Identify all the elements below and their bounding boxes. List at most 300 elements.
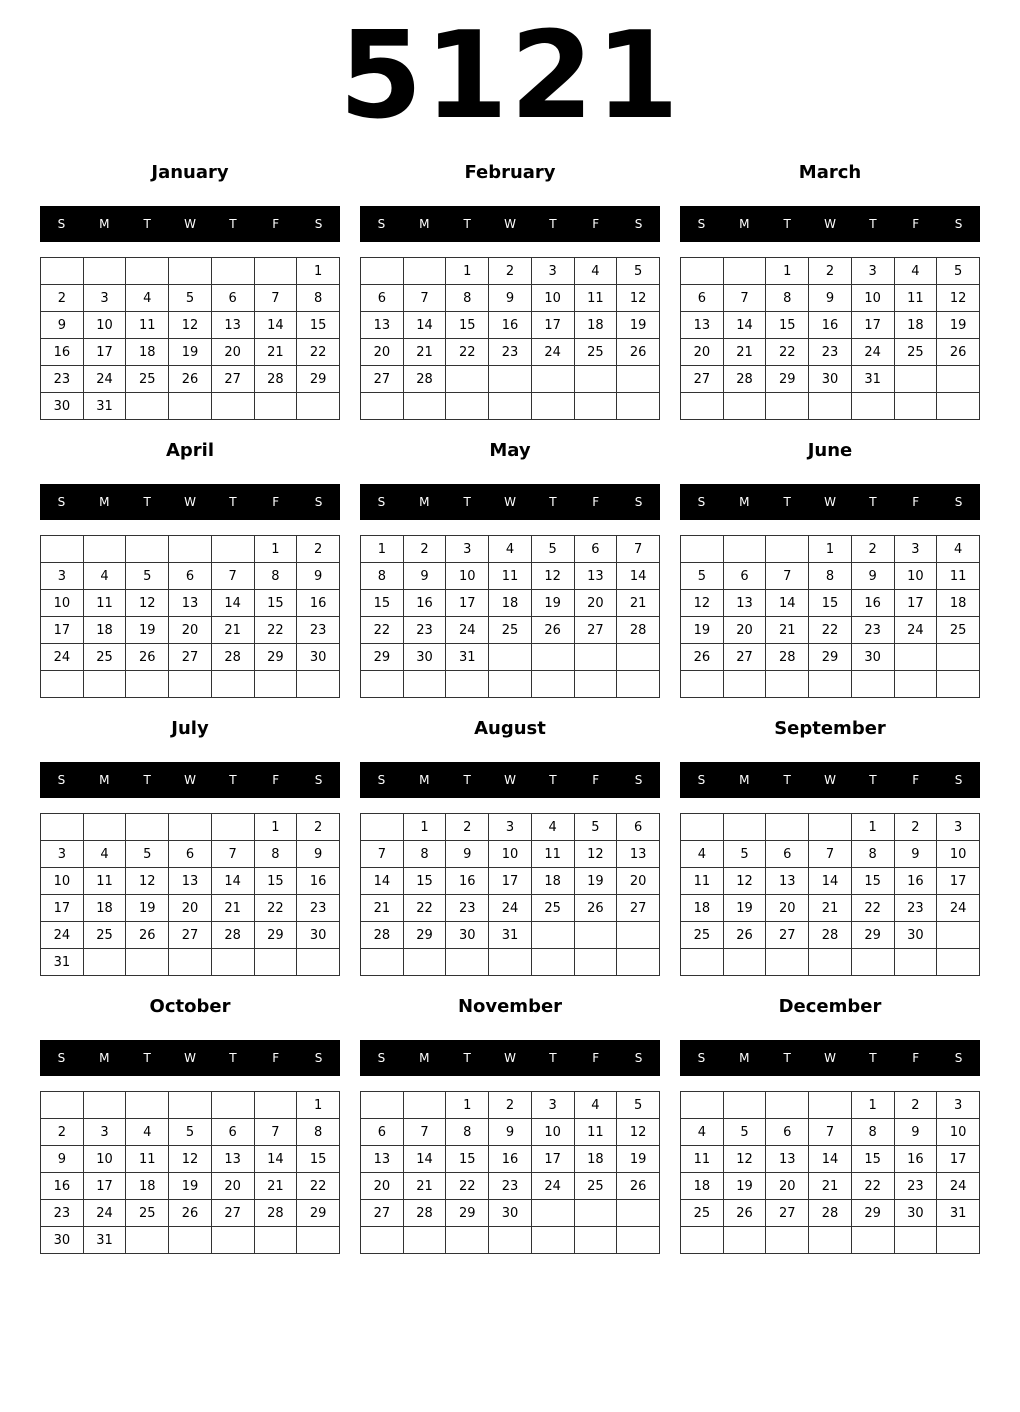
day-cell: 15 — [361, 590, 404, 617]
weekday-label: S — [377, 217, 386, 231]
empty-day-cell — [617, 1200, 660, 1227]
day-cell: 3 — [531, 258, 574, 285]
day-cell: 15 — [297, 1146, 340, 1173]
empty-day-cell — [531, 366, 574, 393]
empty-day-cell — [766, 536, 809, 563]
day-cell: 23 — [446, 895, 489, 922]
day-cell: 15 — [766, 312, 809, 339]
day-cell: 24 — [851, 339, 894, 366]
month-title: May — [489, 440, 531, 461]
empty-day-cell — [574, 922, 617, 949]
day-cell: 17 — [83, 1173, 126, 1200]
day-cell: 25 — [126, 1200, 169, 1227]
empty-day-cell — [574, 644, 617, 671]
weekday-label: M — [99, 1051, 110, 1065]
day-cell: 1 — [809, 536, 852, 563]
weekday-header — [40, 762, 340, 798]
week-row — [41, 841, 340, 868]
day-cell: 23 — [851, 617, 894, 644]
weekday-label: W — [504, 495, 516, 509]
empty-day-cell — [723, 393, 766, 420]
weekday-label: S — [57, 1051, 66, 1065]
day-cell: 22 — [254, 617, 297, 644]
day-cell: 18 — [126, 339, 169, 366]
day-cell: 7 — [723, 285, 766, 312]
week-row — [361, 1200, 660, 1227]
empty-day-cell — [211, 258, 254, 285]
day-grid — [40, 535, 340, 698]
weekday-label: M — [99, 773, 110, 787]
day-cell: 24 — [531, 1173, 574, 1200]
day-cell: 29 — [361, 644, 404, 671]
weekday-label: F — [592, 217, 600, 231]
weekday-label: W — [824, 773, 836, 787]
day-cell: 30 — [41, 1227, 84, 1254]
day-cell: 20 — [361, 339, 404, 366]
day-cell: 22 — [766, 339, 809, 366]
day-cell: 31 — [937, 1200, 980, 1227]
day-cell: 8 — [297, 285, 340, 312]
day-cell: 12 — [723, 1146, 766, 1173]
day-cell: 2 — [894, 814, 937, 841]
day-cell: 21 — [254, 339, 297, 366]
empty-day-cell — [681, 536, 724, 563]
day-cell: 8 — [446, 1119, 489, 1146]
day-cell: 16 — [809, 312, 852, 339]
weekday-label: S — [954, 1051, 963, 1065]
day-cell: 11 — [83, 868, 126, 895]
week-row — [41, 258, 340, 285]
weekday-header — [680, 484, 980, 520]
day-cell: 19 — [681, 617, 724, 644]
day-cell: 20 — [617, 868, 660, 895]
empty-day-cell — [809, 1092, 852, 1119]
month-title: June — [807, 440, 853, 461]
day-cell: 15 — [809, 590, 852, 617]
week-row — [41, 895, 340, 922]
weekday-label: W — [184, 217, 196, 231]
week-row — [361, 339, 660, 366]
weekday-label: T — [463, 217, 471, 231]
day-cell: 2 — [851, 536, 894, 563]
weekday-label: F — [272, 217, 280, 231]
day-cell: 17 — [489, 868, 532, 895]
week-row — [681, 671, 980, 698]
day-cell: 9 — [489, 1119, 532, 1146]
empty-day-cell — [361, 949, 404, 976]
weekday-label: S — [377, 1051, 386, 1065]
weekday-label: W — [824, 495, 836, 509]
day-cell: 21 — [723, 339, 766, 366]
day-cell: 3 — [894, 536, 937, 563]
empty-day-cell — [41, 258, 84, 285]
week-row — [41, 536, 340, 563]
day-cell: 4 — [531, 814, 574, 841]
empty-day-cell — [723, 536, 766, 563]
day-cell: 22 — [851, 895, 894, 922]
day-cell: 9 — [403, 563, 446, 590]
weekday-label: S — [954, 217, 963, 231]
day-cell: 2 — [894, 1092, 937, 1119]
day-cell: 8 — [254, 841, 297, 868]
day-cell: 2 — [41, 285, 84, 312]
day-cell: 31 — [41, 949, 84, 976]
empty-day-cell — [937, 393, 980, 420]
week-row — [681, 841, 980, 868]
day-cell: 18 — [681, 1173, 724, 1200]
day-cell: 20 — [574, 590, 617, 617]
day-cell: 17 — [531, 1146, 574, 1173]
empty-day-cell — [809, 814, 852, 841]
day-cell: 2 — [489, 258, 532, 285]
empty-day-cell — [489, 949, 532, 976]
empty-day-cell — [83, 1092, 126, 1119]
week-row — [681, 617, 980, 644]
day-cell: 28 — [254, 366, 297, 393]
empty-day-cell — [211, 814, 254, 841]
weekday-label: W — [184, 1051, 196, 1065]
day-cell: 13 — [211, 312, 254, 339]
day-cell: 29 — [809, 644, 852, 671]
day-cell: 17 — [446, 590, 489, 617]
empty-day-cell — [574, 366, 617, 393]
day-cell: 14 — [723, 312, 766, 339]
day-cell: 3 — [937, 1092, 980, 1119]
weekday-header — [360, 206, 660, 242]
day-cell: 20 — [211, 339, 254, 366]
day-cell: 7 — [617, 536, 660, 563]
day-cell: 9 — [851, 563, 894, 590]
day-cell: 8 — [851, 1119, 894, 1146]
day-cell: 15 — [254, 868, 297, 895]
day-cell: 11 — [681, 1146, 724, 1173]
week-row — [681, 339, 980, 366]
day-cell: 29 — [766, 366, 809, 393]
week-row — [681, 1092, 980, 1119]
day-cell: 7 — [809, 841, 852, 868]
month-title: December — [778, 996, 882, 1017]
empty-day-cell — [297, 1227, 340, 1254]
weekday-label: S — [314, 1051, 323, 1065]
empty-day-cell — [169, 1227, 212, 1254]
day-grid — [360, 535, 660, 698]
empty-day-cell — [41, 671, 84, 698]
week-row — [41, 563, 340, 590]
day-cell: 22 — [361, 617, 404, 644]
weekday-label: S — [634, 773, 643, 787]
weekday-label: T — [143, 495, 151, 509]
week-row — [681, 1200, 980, 1227]
weekday-header — [360, 762, 660, 798]
empty-day-cell — [126, 671, 169, 698]
day-cell: 25 — [126, 366, 169, 393]
empty-day-cell — [574, 1227, 617, 1254]
day-cell: 12 — [574, 841, 617, 868]
day-cell: 1 — [361, 536, 404, 563]
day-cell: 2 — [446, 814, 489, 841]
day-cell: 13 — [681, 312, 724, 339]
day-cell: 9 — [809, 285, 852, 312]
day-cell: 2 — [489, 1092, 532, 1119]
day-cell: 7 — [211, 563, 254, 590]
day-cell: 18 — [574, 312, 617, 339]
empty-day-cell — [126, 1092, 169, 1119]
day-cell: 13 — [211, 1146, 254, 1173]
day-cell: 24 — [83, 1200, 126, 1227]
weekday-label: T — [783, 1051, 791, 1065]
day-cell: 27 — [766, 1200, 809, 1227]
day-cell: 8 — [809, 563, 852, 590]
day-cell: 25 — [681, 922, 724, 949]
day-cell: 22 — [254, 895, 297, 922]
empty-day-cell — [126, 949, 169, 976]
empty-day-cell — [83, 814, 126, 841]
day-cell: 8 — [361, 563, 404, 590]
empty-day-cell — [126, 1227, 169, 1254]
day-cell: 22 — [446, 1173, 489, 1200]
day-cell: 11 — [126, 312, 169, 339]
empty-day-cell — [169, 393, 212, 420]
day-cell: 27 — [574, 617, 617, 644]
day-cell: 12 — [169, 1146, 212, 1173]
day-cell: 6 — [211, 285, 254, 312]
empty-day-cell — [211, 671, 254, 698]
empty-day-cell — [489, 366, 532, 393]
empty-day-cell — [617, 671, 660, 698]
weekday-label: T — [229, 495, 237, 509]
day-cell: 6 — [766, 841, 809, 868]
empty-day-cell — [403, 258, 446, 285]
week-row — [41, 1092, 340, 1119]
empty-day-cell — [531, 671, 574, 698]
day-cell: 9 — [894, 1119, 937, 1146]
day-cell: 11 — [531, 841, 574, 868]
week-row — [41, 644, 340, 671]
day-cell: 12 — [617, 1119, 660, 1146]
empty-day-cell — [766, 1092, 809, 1119]
week-row — [41, 285, 340, 312]
empty-day-cell — [681, 814, 724, 841]
day-cell: 30 — [446, 922, 489, 949]
day-cell: 28 — [254, 1200, 297, 1227]
day-cell: 28 — [723, 366, 766, 393]
week-row — [361, 644, 660, 671]
week-row — [41, 312, 340, 339]
week-row — [41, 1200, 340, 1227]
weekday-label: F — [912, 773, 920, 787]
day-cell: 16 — [446, 868, 489, 895]
week-row — [41, 949, 340, 976]
day-cell: 10 — [446, 563, 489, 590]
day-cell: 12 — [531, 563, 574, 590]
day-cell: 26 — [617, 339, 660, 366]
empty-day-cell — [723, 1227, 766, 1254]
day-cell: 20 — [766, 895, 809, 922]
day-cell: 11 — [83, 590, 126, 617]
month-title: February — [464, 162, 556, 183]
day-cell: 30 — [297, 922, 340, 949]
week-row — [41, 339, 340, 366]
empty-day-cell — [126, 258, 169, 285]
day-cell: 15 — [851, 868, 894, 895]
day-cell: 8 — [297, 1119, 340, 1146]
day-cell: 27 — [723, 644, 766, 671]
empty-day-cell — [617, 366, 660, 393]
day-grid — [680, 257, 980, 420]
weekday-label: T — [143, 773, 151, 787]
day-cell: 18 — [489, 590, 532, 617]
week-row — [361, 922, 660, 949]
empty-day-cell — [41, 536, 84, 563]
day-cell: 1 — [851, 1092, 894, 1119]
day-cell: 15 — [254, 590, 297, 617]
day-cell: 14 — [766, 590, 809, 617]
weekday-label: S — [634, 495, 643, 509]
week-row — [361, 366, 660, 393]
empty-day-cell — [809, 393, 852, 420]
day-grid — [680, 535, 980, 698]
day-cell: 10 — [531, 285, 574, 312]
empty-day-cell — [446, 671, 489, 698]
day-cell: 11 — [126, 1146, 169, 1173]
day-cell: 14 — [809, 868, 852, 895]
empty-day-cell — [297, 393, 340, 420]
day-cell: 24 — [937, 1173, 980, 1200]
day-cell: 6 — [681, 285, 724, 312]
day-cell: 29 — [851, 922, 894, 949]
empty-day-cell — [361, 1227, 404, 1254]
day-cell: 9 — [297, 841, 340, 868]
day-cell: 30 — [894, 1200, 937, 1227]
empty-day-cell — [211, 949, 254, 976]
day-cell: 7 — [766, 563, 809, 590]
day-cell: 1 — [446, 1092, 489, 1119]
day-cell: 5 — [723, 1119, 766, 1146]
weekday-label: T — [549, 1051, 557, 1065]
week-row — [41, 868, 340, 895]
month-title: March — [798, 162, 862, 183]
weekday-label: S — [314, 773, 323, 787]
weekday-label: M — [419, 773, 430, 787]
empty-day-cell — [894, 949, 937, 976]
day-cell: 11 — [894, 285, 937, 312]
day-cell: 24 — [41, 922, 84, 949]
weekday-header — [40, 1040, 340, 1076]
weekday-label: W — [824, 217, 836, 231]
month-title: April — [165, 440, 215, 461]
day-cell: 6 — [574, 536, 617, 563]
weekday-label: M — [739, 495, 750, 509]
weekday-label: S — [57, 773, 66, 787]
day-cell: 23 — [809, 339, 852, 366]
day-cell: 27 — [169, 922, 212, 949]
day-cell: 20 — [723, 617, 766, 644]
day-cell: 20 — [681, 339, 724, 366]
day-cell: 30 — [894, 922, 937, 949]
weekday-label: S — [57, 217, 66, 231]
day-cell: 10 — [83, 1146, 126, 1173]
weekday-label: F — [272, 1051, 280, 1065]
day-cell: 27 — [211, 366, 254, 393]
day-grid — [40, 813, 340, 976]
day-cell: 29 — [254, 644, 297, 671]
day-cell: 29 — [297, 1200, 340, 1227]
day-cell: 1 — [403, 814, 446, 841]
day-cell: 21 — [809, 895, 852, 922]
week-row — [41, 617, 340, 644]
weekday-label: T — [463, 773, 471, 787]
weekday-label: T — [229, 773, 237, 787]
week-row — [681, 536, 980, 563]
day-cell: 21 — [403, 339, 446, 366]
weekday-label: S — [697, 1051, 706, 1065]
day-cell: 28 — [809, 922, 852, 949]
empty-day-cell — [41, 814, 84, 841]
empty-day-cell — [361, 258, 404, 285]
week-row — [681, 312, 980, 339]
day-cell: 28 — [211, 922, 254, 949]
day-cell: 20 — [169, 617, 212, 644]
empty-day-cell — [937, 1227, 980, 1254]
day-cell: 25 — [574, 1173, 617, 1200]
day-cell: 2 — [297, 814, 340, 841]
day-cell: 22 — [297, 339, 340, 366]
day-cell: 27 — [169, 644, 212, 671]
week-row — [41, 1173, 340, 1200]
empty-day-cell — [254, 258, 297, 285]
weekday-label: S — [57, 495, 66, 509]
day-cell: 17 — [894, 590, 937, 617]
empty-day-cell — [894, 1227, 937, 1254]
empty-day-cell — [937, 922, 980, 949]
empty-day-cell — [254, 393, 297, 420]
day-cell: 5 — [574, 814, 617, 841]
week-row — [361, 868, 660, 895]
day-cell: 19 — [617, 312, 660, 339]
day-cell: 20 — [211, 1173, 254, 1200]
day-cell: 29 — [403, 922, 446, 949]
day-cell: 13 — [169, 868, 212, 895]
day-cell: 23 — [894, 895, 937, 922]
day-cell: 19 — [617, 1146, 660, 1173]
weekday-label: S — [954, 773, 963, 787]
empty-day-cell — [403, 1092, 446, 1119]
empty-day-cell — [574, 1200, 617, 1227]
day-cell: 24 — [894, 617, 937, 644]
day-cell: 7 — [254, 285, 297, 312]
day-cell: 26 — [169, 1200, 212, 1227]
day-cell: 18 — [681, 895, 724, 922]
empty-day-cell — [403, 949, 446, 976]
day-cell: 4 — [83, 563, 126, 590]
empty-day-cell — [574, 671, 617, 698]
weekday-label: T — [143, 217, 151, 231]
day-cell: 22 — [851, 1173, 894, 1200]
week-row — [41, 1119, 340, 1146]
day-cell: 26 — [574, 895, 617, 922]
day-cell: 3 — [851, 258, 894, 285]
day-grid — [360, 1091, 660, 1254]
weekday-label: T — [869, 217, 877, 231]
empty-day-cell — [489, 644, 532, 671]
day-cell: 11 — [681, 868, 724, 895]
weekday-header — [360, 484, 660, 520]
day-cell: 31 — [489, 922, 532, 949]
day-cell: 19 — [723, 1173, 766, 1200]
day-cell: 12 — [126, 868, 169, 895]
day-cell: 14 — [809, 1146, 852, 1173]
week-row — [681, 590, 980, 617]
